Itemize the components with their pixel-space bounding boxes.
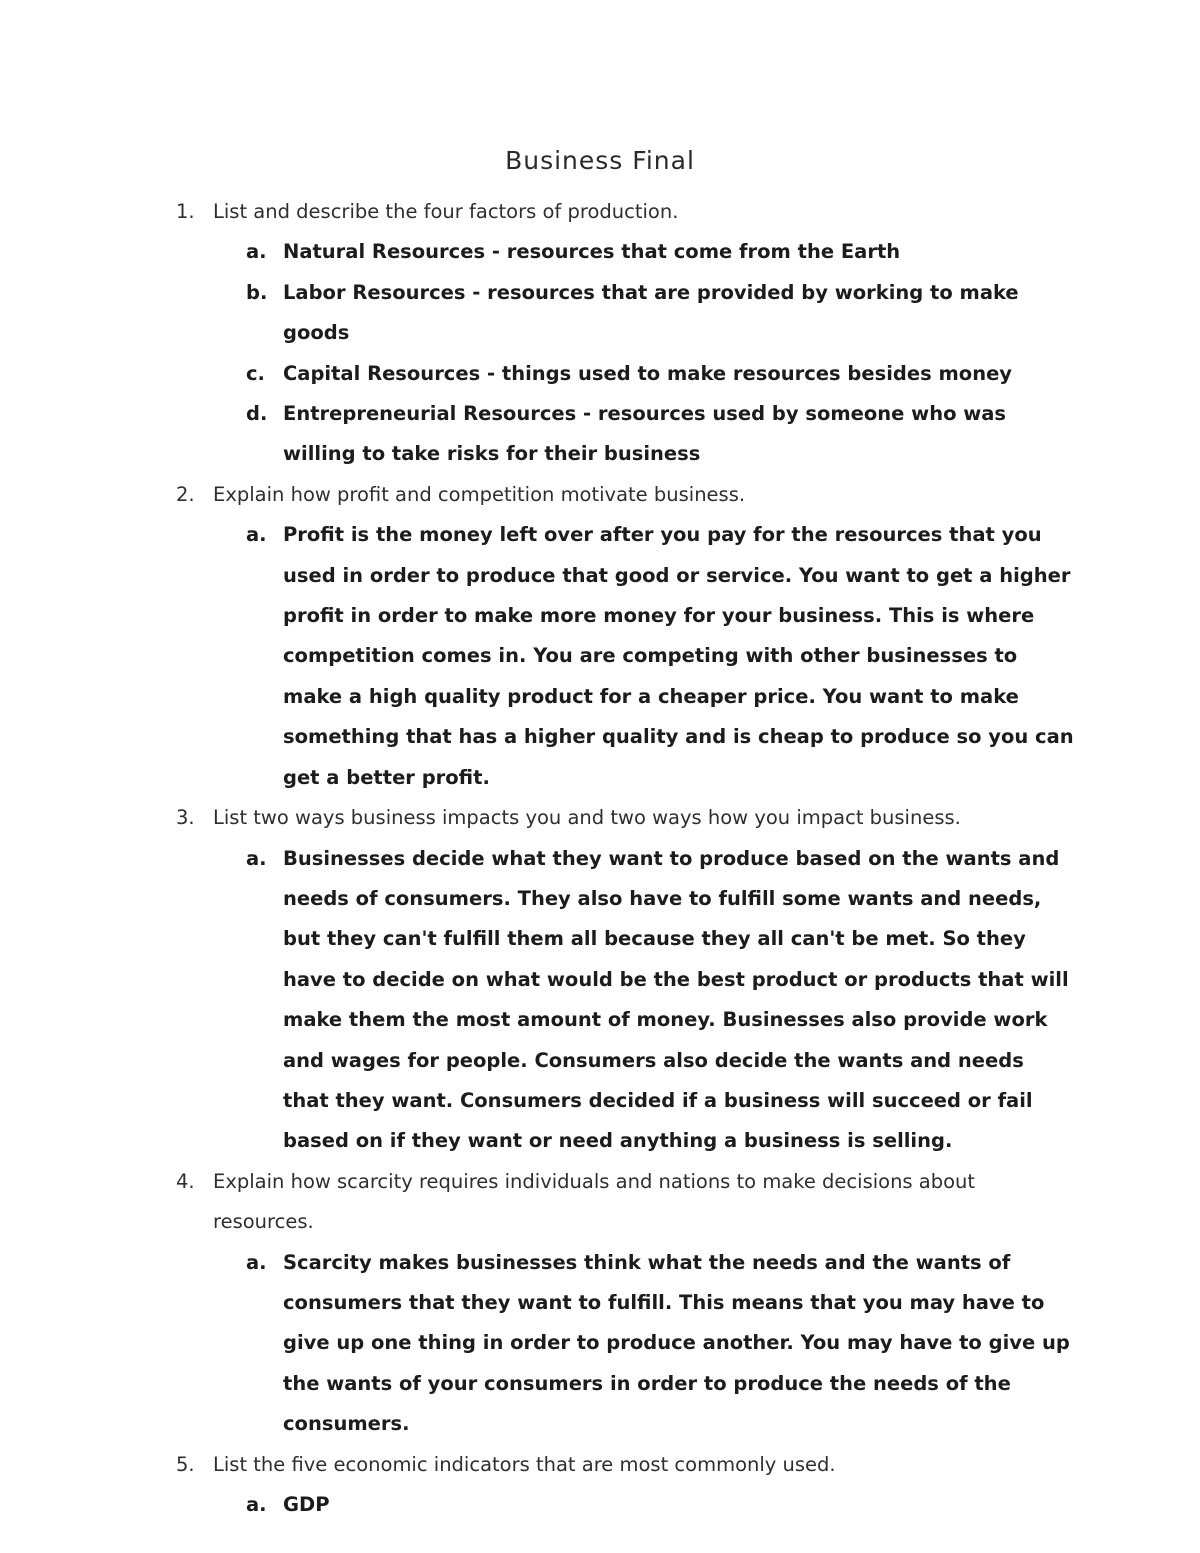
answer-list (213, 1243, 1076, 1445)
answer-letter: a. (246, 523, 267, 547)
question (176, 475, 1076, 515)
question-item (176, 475, 1076, 798)
question-number: 4. (176, 1169, 195, 1193)
question-text: List the five economic indicators that are most commonly used. (213, 1452, 836, 1476)
answer-item (213, 273, 1076, 354)
answer-item (213, 515, 1076, 798)
answer-item (213, 1243, 1076, 1445)
answer-item (213, 1485, 1076, 1525)
answer-item (213, 839, 1076, 1162)
question-item (176, 1445, 1076, 1526)
answer-list (213, 839, 1076, 1162)
question-item (176, 798, 1076, 1162)
answer-text: Labor Resources - resources that are provided by working to make goods (283, 280, 1019, 345)
question (176, 798, 1076, 838)
question (176, 1162, 1076, 1243)
question-text: Explain how profit and competition motivate business. (213, 482, 746, 506)
question-number: 3. (176, 806, 195, 830)
answer-item (213, 394, 1076, 475)
question-text: List and describe the four factors of production. (213, 200, 679, 223)
answer-text: Scarcity makes businesses think what the needs and the wants of consumers that they want to fulfill. This means that you may have to give up one thing in order to produce another. You may have to give up the wants of your consumers in order to produce the needs of the consumers. (283, 1250, 1070, 1436)
answer-letter: a. (246, 240, 267, 264)
answer-item (213, 354, 1076, 394)
answer-text: Entrepreneurial Resources - resources used by someone who was willing to take risks for their business (283, 402, 1007, 466)
answer-letter: b. (246, 280, 268, 304)
question-item (176, 1162, 1076, 1445)
question-list (176, 192, 1076, 1525)
answer-text: Capital Resources - things used to make resources besides money (283, 361, 1013, 385)
answer-letter: d. (246, 402, 268, 426)
answer-letter: a. (246, 1250, 267, 1274)
question-text: Explain how scarcity requires individuals and nations to make decisions about resources. (213, 1169, 976, 1234)
question-number: 5. (176, 1452, 195, 1476)
answer-list (213, 515, 1076, 798)
answer-item (213, 232, 1076, 272)
answer-list (213, 1485, 1076, 1525)
answer-letter: c. (246, 361, 265, 385)
answer-text: Profit is the money left over after you pay for the resources that you used in order to produce that good or service. You want to get a higher profit in order to make more money for your business. This is where competition comes in. You are competing with other businesses to make a high quality product for a cheaper price. You want to make something that has a higher quality and is cheap to produce so you can get a better profit. (283, 523, 1074, 789)
question-number: 1. (176, 200, 195, 223)
answer-letter: a. (246, 1493, 267, 1516)
question (176, 1445, 1076, 1485)
answer-text: Natural Resources - resources that come from the Earth (283, 240, 901, 264)
answer-text: Businesses decide what they want to produce based on the wants and needs of consumers. They also have to fulfill some wants and needs, but they can't fulfill them all because they all can't be met. So they have to decide on what would be the best product or products that will make them the most amount of money. Businesses also provide work and wages for people. Consumers also decide the wants and needs that they want. Consumers decided if a business will succeed or fail based on if they want or need anything a business is selling. (283, 846, 1069, 1153)
answer-text: GDP (283, 1493, 330, 1516)
answer-letter: a. (246, 846, 267, 870)
question (176, 192, 1076, 232)
document-title: Business Final (505, 146, 695, 175)
question-number: 2. (176, 482, 195, 506)
question-item (176, 192, 1076, 475)
question-text: List two ways business impacts you and two ways how you impact business. (213, 806, 961, 830)
answer-list (213, 232, 1076, 474)
